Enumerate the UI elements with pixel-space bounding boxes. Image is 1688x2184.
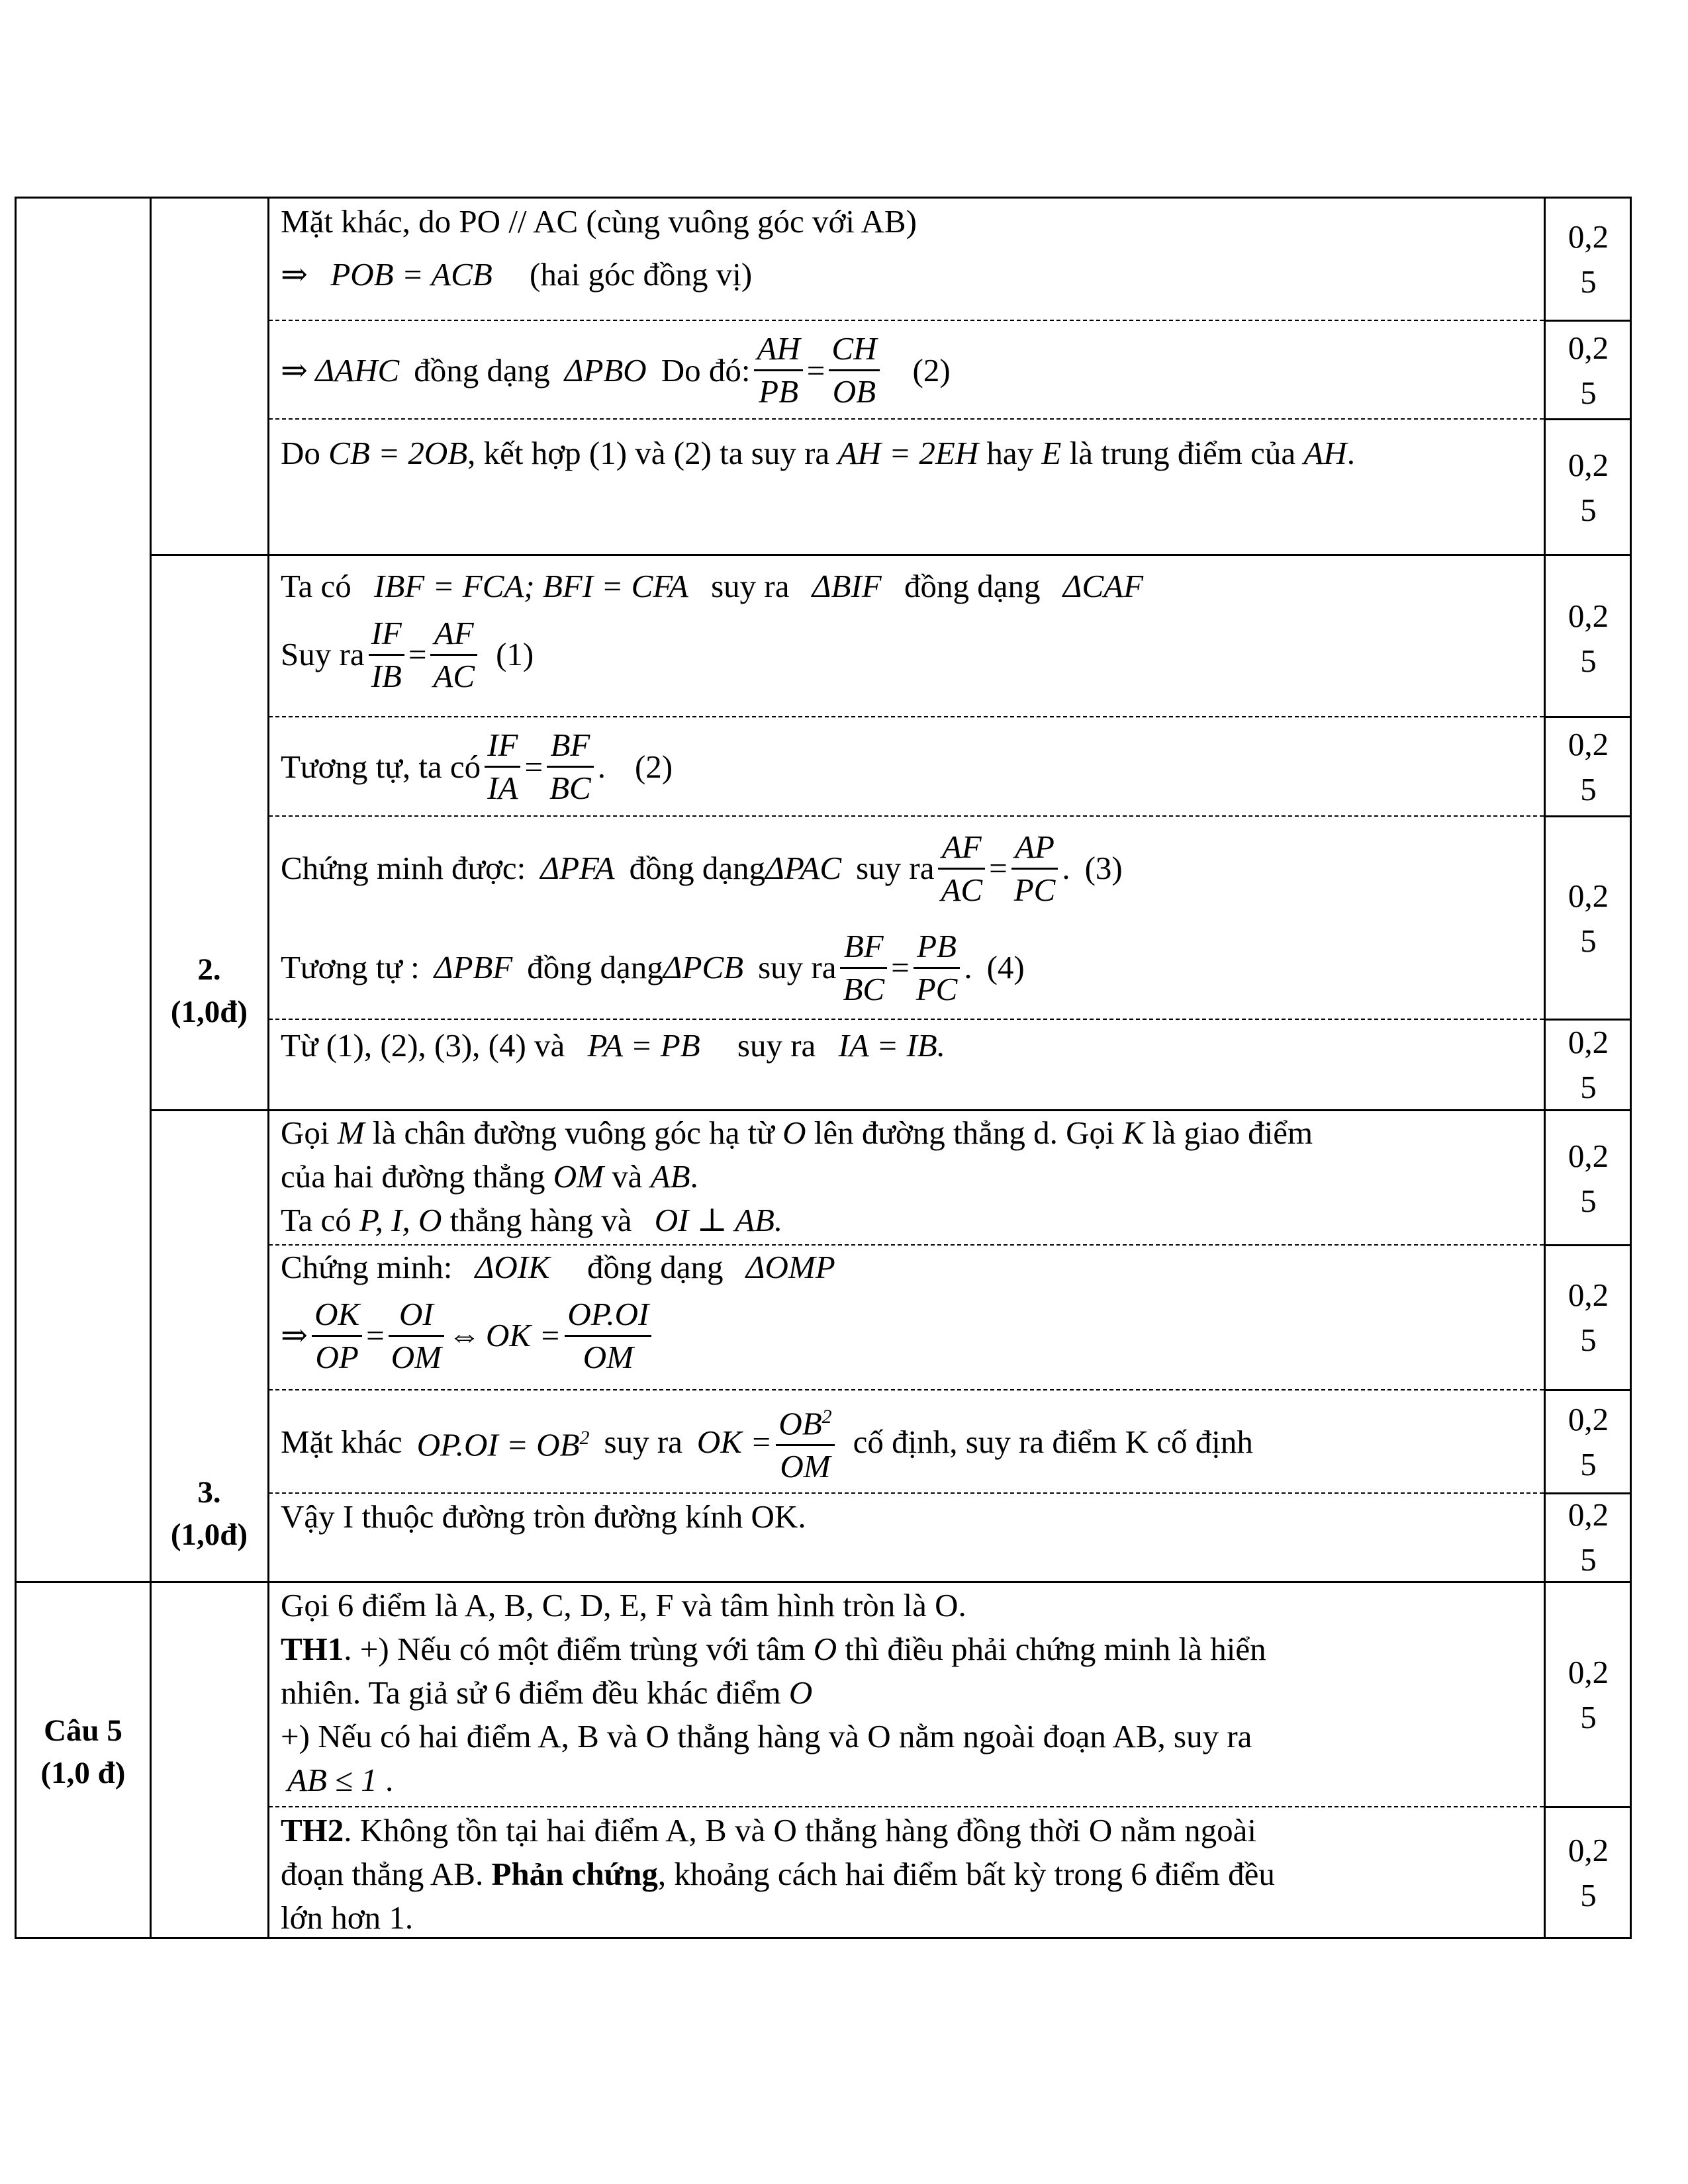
score-row-7 [1545,1021,1632,1109]
text: Mặt khác [281,1423,402,1460]
text: đoạn thẳng AB. [281,1856,484,1892]
score-row-12 [1545,1583,1632,1806]
row-1-line2 [281,253,1545,296]
row-6-line1 [281,819,1545,918]
math-cb-2ob: CB = 2OB [328,435,468,471]
row-8-line3 [281,1199,1545,1242]
equation-tag: (2) [912,351,951,388]
score-value: 0,2 5 [1568,447,1609,528]
row-12-line1: Gọi 6 điểm là A, B, C, D, E, F và tâm hình tròn là O. [281,1587,966,1623]
fraction-ch-ob: $\frac{CH}{OB}$ [829,328,879,412]
triangle-ahc: ⇒ ΔAHC [281,351,400,388]
row-4-content [281,559,1545,701]
math-opoi-ob2: $OP.OI = OB^2$ [416,1426,590,1463]
text: đồng dạng [629,850,766,886]
text: . +) Nếu có một điểm trùng với tâm [344,1631,806,1667]
cau5-label [17,1692,150,1811]
score-divider [1544,815,1632,817]
score-value: 0,2 5 [1568,329,1609,411]
row-13-content [281,1809,1545,1940]
section-divider-cau5 [15,1581,1632,1583]
math-e: E [1041,435,1062,471]
row-13-line1 [281,1809,1545,1852]
text: và [612,1158,643,1195]
row-2-content [281,322,1545,418]
part2-label [151,931,267,1050]
text: Gọi [281,1115,330,1151]
fraction-af-ac: $\frac{AF}{AC}$ [938,827,985,911]
row-4-line2 [281,608,1545,701]
row-9-line1 [281,1246,1545,1289]
score-divider [1544,418,1632,420]
score-row-9 [1545,1246,1632,1389]
points-pio: P, I, O [359,1202,442,1238]
score-row-1 [1545,203,1632,316]
math-ah-2eh: AH = 2EH [837,435,979,471]
equals-sign: = [524,748,543,785]
part3-number: 3. [197,1475,221,1510]
text: Tương tự : [281,949,420,985]
text: Suy ra [281,636,365,672]
cau5-points: (1,0 đ) [40,1756,126,1790]
row-divider [269,1389,1544,1390]
fraction-ok-op: $\frac{OK}{OP}$ [312,1294,362,1378]
row-divider [269,1019,1544,1020]
case-1-label: TH1 [281,1631,344,1667]
text: suy ra [604,1423,682,1460]
text: suy ra [758,949,837,985]
text: , khoảng cách hai điểm bất kỳ trong 6 điểm đều [657,1856,1275,1892]
equals-sign: = [408,636,427,672]
table-border-top-left [15,197,151,199]
fraction-oi-om: $\frac{OI}{OM}$ [389,1294,444,1378]
score-value: 0,2 5 [1568,878,1609,959]
score-value: 0,2 5 [1568,725,1609,807]
row-6-content [281,819,1545,1017]
row-divider [269,716,1544,717]
part3-label [151,1454,267,1573]
point-k: K [1122,1115,1145,1151]
text: Từ (1), (2), (3), (4) và [281,1027,565,1064]
fraction-bf-bc: $\frac{BF}{BC}$ [840,926,887,1010]
row-13-line3: lớn hơn 1. [281,1899,414,1936]
triangle-caf: ΔCAF [1062,568,1144,604]
text: Ta có [281,568,352,604]
ok-lhs: OK = [696,1423,773,1460]
text: Do [281,435,320,471]
text: đồng dạng [587,1249,724,1285]
line-ab: AB [650,1158,690,1195]
row-divider [269,1492,1544,1494]
text: đồng dạng [904,568,1041,604]
column-divider-2 [267,197,269,1939]
text: . [1062,850,1070,886]
text: thì điều phải chứng minh là hiển [845,1631,1266,1667]
score-value: 0,2 5 [1568,597,1609,679]
fraction-if-ia: $\frac{IF}{IA}$ [485,725,520,809]
point-o: O [788,1674,813,1711]
row-1-line1: Mặt khác, do PO // AC (cùng vuông góc với AB) [281,203,917,240]
text: . [964,949,972,985]
equation-tag: (4) [986,949,1025,985]
row-12-line4: +) Nếu có hai điểm A, B và O thẳng hàng và O nằm ngoài đoạn AB, suy ra [281,1718,1252,1754]
triangle-pfa: ΔPFA [540,850,615,886]
triangle-pcb: ΔPCB [663,949,744,985]
row-5-content [281,718,1545,815]
row-8-line2 [281,1155,1545,1199]
text: là giao điểm [1152,1115,1313,1151]
text: . [597,748,606,785]
row-divider [269,1806,1544,1807]
score-value: 0,2 5 [1568,1024,1609,1105]
row-divider [269,418,1544,420]
text: . [690,1158,698,1195]
math-ab-le-1: AB ≤ 1 [287,1762,377,1798]
text: suy ra [856,850,935,886]
score-row-2 [1545,322,1632,418]
equals-sign: = [806,351,825,388]
equivalent-symbol: ⇔ [448,1317,481,1353]
row-12-content [281,1584,1545,1802]
point-m: M [337,1115,365,1151]
triangle-bif: ΔBIF [812,568,882,604]
text: của hai đường thẳng [281,1158,545,1195]
row-13-line2 [281,1852,1545,1896]
triangle-pbf: ΔPBF [434,949,513,985]
text: Chứng minh: [281,1249,453,1285]
text: là chân đường vuông góc hạ từ [372,1115,774,1151]
row-1-content [281,200,1545,296]
text: . Không tồn tại hai điểm A, B và O thẳng hàng đồng thời O nằm ngoài [344,1812,1256,1848]
row-12-line2 [281,1627,1545,1671]
section-divider-part2 [150,554,1632,556]
text: lên đường thẳng d. Gọi [814,1115,1115,1151]
row-8-line1 [281,1111,1545,1155]
row-11-content [281,1495,1545,1539]
text: đồng dạng [527,949,663,985]
equals-sign: = [366,1317,385,1353]
score-row-8 [1545,1113,1632,1244]
equation-tag: (1) [496,636,534,672]
table-border-left [15,197,17,1939]
fraction-bf-bc: $\frac{BF}{BC}$ [547,725,594,809]
text: , kết hợp (1) và (2) ta suy ra [467,435,830,471]
text: . [385,1762,394,1798]
fraction-if-ib: $\frac{IF}{IB}$ [369,613,404,697]
row-divider [269,320,1544,321]
table-border-top-mid [150,197,269,199]
score-row-4 [1545,561,1632,716]
row-6-line2 [281,918,1545,1017]
row-3-content [281,422,1545,485]
row-12-line3 [281,1671,1545,1715]
cau5-number: Câu 5 [44,1713,122,1748]
ok-lhs: OK = [486,1317,561,1353]
row-divider [269,815,1544,817]
row-7-content [281,1024,1545,1068]
fraction-opoi-om: $\frac{OP.OI}{OM}$ [565,1294,651,1378]
score-row-11 [1545,1494,1632,1581]
text: Ta có [281,1202,352,1238]
fraction-ah-pb: $\frac{AH}{PB}$ [754,328,802,412]
score-row-5 [1545,718,1632,815]
angle-equalities: IBF = FCA; BFI = CFA [374,568,688,604]
score-value: 0,2 5 [1568,1276,1609,1358]
triangle-pbo: ΔPBO [564,351,647,388]
part2-number: 2. [197,952,221,987]
score-row-10 [1545,1391,1632,1492]
case-2-label: TH2 [281,1812,344,1848]
triangle-oik: ΔOIK [475,1249,550,1285]
fraction-ob2-om: $\frac{OB^2}{OM}$ [776,1396,834,1487]
text: Chứng minh được: [281,850,526,886]
equals-sign: = [989,850,1008,886]
row-9-content [281,1246,1545,1382]
text: suy ra [711,568,790,604]
point-o: O [813,1631,837,1667]
equation-tag: (2) [634,748,673,785]
text: nhiên. Ta giả sử 6 điểm đều khác điểm [281,1674,781,1711]
score-divider [1544,320,1632,322]
equation-tag: (3) [1084,850,1123,886]
row-12-line5 [281,1758,1545,1802]
equals-sign: = [891,949,910,985]
triangle-pac: ΔPAC [765,850,842,886]
part2-points: (1,0đ) [170,995,248,1029]
text: hay [986,435,1034,471]
text: là trung điểm của [1069,435,1296,471]
contradiction-label: Phản chứng [491,1856,658,1892]
row-9-line2 [281,1289,1545,1382]
score-value: 0,2 5 [1568,1496,1609,1578]
text: Tương tự, ta có [281,748,481,785]
implies-symbol: ⇒ [281,256,308,293]
text: cố định, suy ra điểm K cố định [853,1423,1253,1460]
part3-points: (1,0đ) [170,1518,248,1552]
text: thẳng hàng và [449,1202,632,1238]
row-10-content [281,1391,1545,1492]
text: . [1346,435,1355,471]
score-row-3 [1545,422,1632,554]
text: Vậy I thuộc đường tròn đường kính OK. [281,1498,806,1535]
fraction-pb-pc: $\frac{PB}{PC}$ [914,926,961,1010]
score-row-13 [1545,1808,1632,1937]
row-8-content [281,1111,1545,1242]
row-4-line1 [281,565,1545,608]
table-border-top-right [267,197,1632,199]
point-o: O [782,1115,806,1151]
score-value: 0,2 5 [1568,1653,1609,1735]
fraction-af-ac: $\frac{AF}{AC}$ [430,613,477,697]
angle-equation: POB = ACB [330,256,492,293]
grading-table [15,197,1632,1939]
corresponding-angles-note: (hai góc đồng vị) [530,256,753,293]
math-ah: AH [1303,435,1347,471]
triangle-omp: ΔOMP [745,1249,835,1285]
text: suy ra [737,1027,816,1064]
math-ia-ib: IA = IB. [838,1027,945,1064]
score-value: 0,2 5 [1568,218,1609,300]
oi-perp-ab: OI ⊥ AB. [654,1202,783,1238]
math-pa-pb: PA = PB [587,1027,700,1064]
score-value: 0,2 5 [1568,1400,1609,1482]
implies-symbol: ⇒ [281,1317,308,1353]
score-value: 0,2 5 [1568,1138,1609,1219]
score-value: 0,2 5 [1568,1831,1609,1913]
fraction-ap-pc: $\frac{AP}{PC}$ [1011,827,1058,911]
line-om: OM [553,1158,604,1195]
column-divider-1 [150,197,152,1939]
score-row-6 [1545,819,1632,1019]
similar-text: đồng dạng [414,351,550,388]
therefore-text: Do đó: [661,351,751,388]
